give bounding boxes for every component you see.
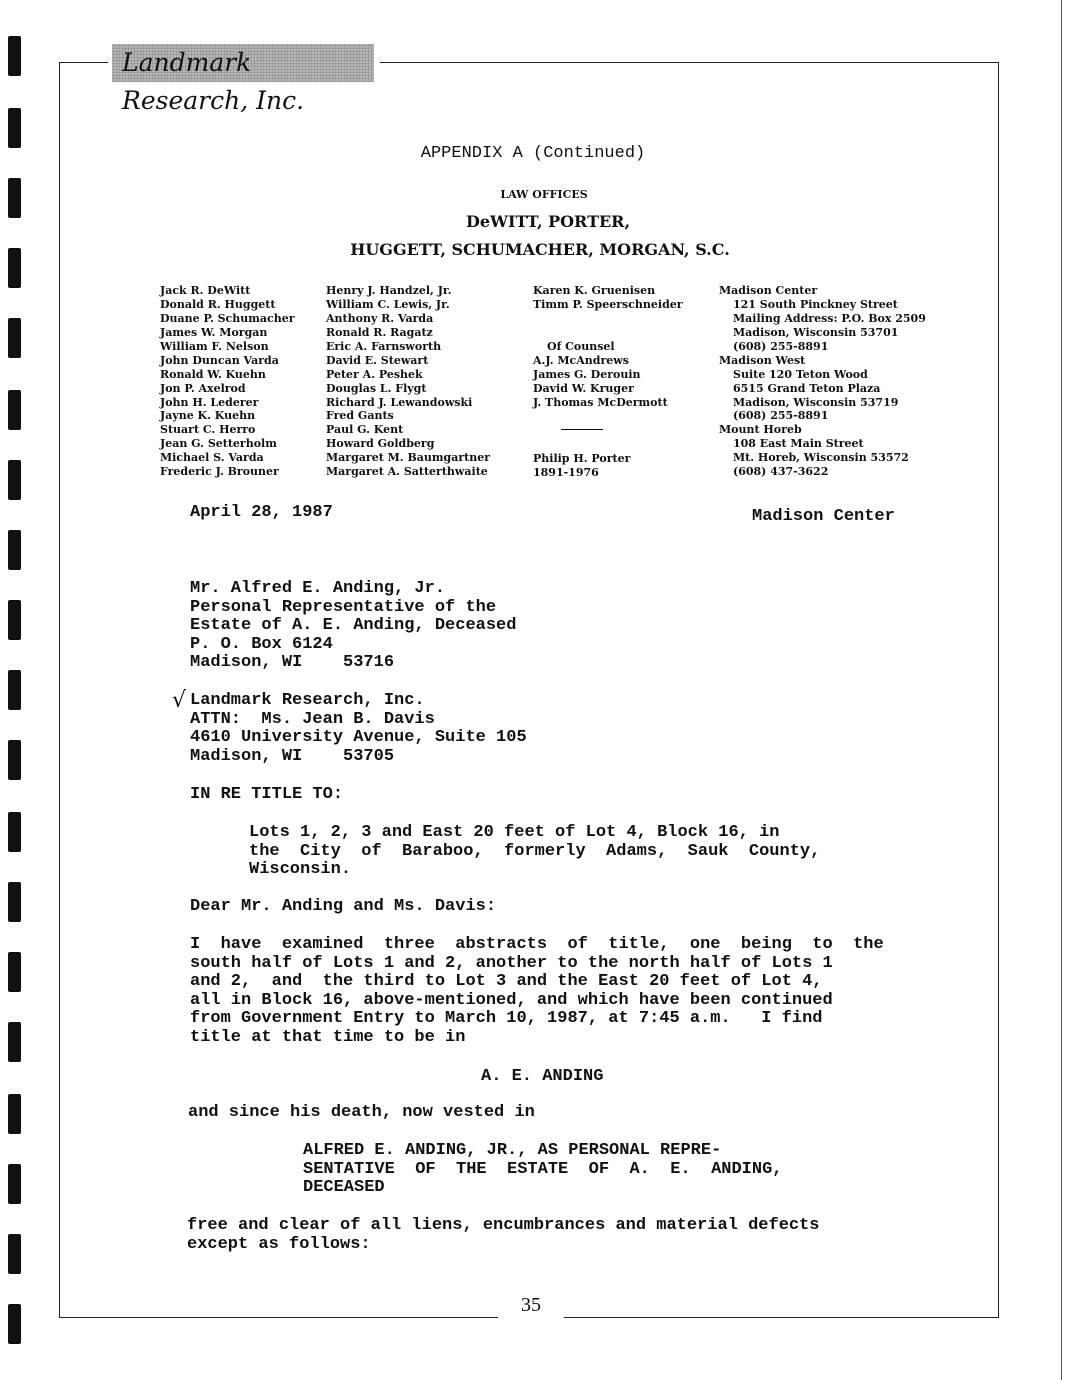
office-line: Suite 120 Teton Wood bbox=[733, 367, 868, 381]
office-line: Mailing Address: P.O. Box 2509 bbox=[733, 311, 926, 325]
law-offices-label: LAW OFFICES bbox=[500, 188, 588, 201]
office-line: Mt. Horeb, Wisconsin 53572 bbox=[733, 451, 909, 465]
owner-name: A. E. ANDING bbox=[481, 1067, 604, 1086]
letter-date: April 28, 1987 bbox=[190, 503, 333, 522]
binder-hole bbox=[8, 1304, 21, 1344]
office-line: (608) 255-8891 bbox=[733, 409, 829, 423]
attorney-name: Henry J. Handzel, Jr. bbox=[326, 284, 452, 297]
office-name: Madison West bbox=[719, 353, 806, 367]
binder-hole bbox=[8, 1234, 21, 1274]
attorney-name: Jack R. DeWitt bbox=[160, 284, 251, 297]
salutation: Dear Mr. Anding and Ms. Davis: bbox=[190, 897, 497, 916]
binder-hole bbox=[8, 1094, 21, 1134]
binder-hole bbox=[8, 740, 21, 780]
binder-hole bbox=[8, 530, 21, 570]
of-counsel-label: Of Counsel bbox=[547, 339, 615, 353]
office-name: Madison Center bbox=[719, 284, 818, 297]
company-logo: Landmark Research, Inc. bbox=[112, 44, 374, 82]
attorney-name: Jayne K. Kuehn bbox=[160, 409, 256, 423]
in-re-heading: IN RE TITLE TO: bbox=[190, 785, 344, 804]
attorney-name: Eric A. Farnsworth bbox=[326, 339, 442, 353]
office-line: 108 East Main Street bbox=[733, 437, 864, 451]
attorney-name: Timm P. Speerschneider bbox=[533, 297, 683, 311]
attorney-name: Douglas L. Flygt bbox=[326, 381, 427, 395]
office-line: (608) 255-8891 bbox=[733, 339, 829, 353]
attorney-name: Margaret A. Satterthwaite bbox=[326, 465, 488, 479]
attorney-name: Stuart C. Herro bbox=[160, 423, 256, 437]
of-counsel-name: J. Thomas McDermott bbox=[533, 395, 668, 409]
attorney-name: Howard Goldberg bbox=[326, 437, 435, 451]
vested-line: and since his death, now vested in bbox=[188, 1103, 535, 1122]
founder-name: Philip H. Porter bbox=[533, 452, 631, 466]
attorney-column-2 bbox=[326, 284, 490, 479]
divider-rule bbox=[561, 429, 603, 438]
office-name: Mount Horeb bbox=[719, 423, 802, 437]
attorney-name: Peter A. Peshek bbox=[326, 367, 423, 381]
attorney-name: David E. Stewart bbox=[326, 353, 429, 367]
attorney-name: William C. Lewis, Jr. bbox=[326, 297, 450, 311]
attorney-name: Paul G. Kent bbox=[326, 423, 404, 437]
of-counsel-name: James G. Derouin bbox=[533, 367, 641, 381]
attorney-name: Margaret M. Baumgartner bbox=[326, 451, 491, 465]
attorney-name: Jean G. Setterholm bbox=[160, 437, 277, 451]
binder-hole bbox=[8, 1022, 21, 1062]
binder-hole bbox=[8, 1164, 21, 1204]
binder-hole bbox=[8, 812, 21, 852]
attorney-name: Frederic J. Brouner bbox=[160, 465, 279, 479]
binder-hole bbox=[8, 318, 21, 358]
of-counsel-name: A.J. McAndrews bbox=[533, 353, 629, 367]
office-line: 121 South Pinckney Street bbox=[733, 297, 898, 311]
attorney-column-3 bbox=[533, 284, 683, 480]
office-line: (608) 437-3622 bbox=[733, 465, 829, 479]
attorney-name: Ronald R. Ragatz bbox=[326, 325, 433, 339]
page-edge bbox=[1061, 0, 1062, 1380]
binder-hole bbox=[8, 882, 21, 922]
binder-hole bbox=[8, 952, 21, 992]
binder-hole bbox=[8, 36, 21, 76]
appendix-heading: APPENDIX A (Continued) bbox=[420, 144, 646, 163]
attorney-name: John H. Lederer bbox=[160, 395, 259, 409]
of-counsel-name: David W. Kruger bbox=[533, 381, 634, 395]
binder-holes bbox=[8, 0, 22, 1380]
recipient-address-2: Landmark Research, Inc. ATTN: Ms. Jean B. Davis 4610 University Avenue, Suite 105 Madison, WI 53705 bbox=[190, 691, 527, 766]
binder-hole bbox=[8, 670, 21, 710]
attorney-name: Jon P. Axelrod bbox=[160, 381, 246, 395]
office-location: Madison Center bbox=[752, 507, 895, 526]
attorney-name: Richard J. Lewandowski bbox=[326, 395, 473, 409]
attorney-name: Anthony R. Varda bbox=[326, 311, 434, 325]
attorney-name: William F. Nelson bbox=[160, 339, 269, 353]
body-paragraph: I have examined three abstracts of title, one being to the south half of Lots 1 and 2, another to the north half of Lots 1 and 2, and the third to Lot 3 and the East 20 feet of Lot 4, all in Block 16, above-mentioned, and which have been continued from Government Entry to March 10, 1987, at 7:45 a.m. I find title at that time to be in bbox=[190, 935, 884, 1047]
firm-name-line2: HUGGETT, SCHUMACHER, MORGAN, S.C. bbox=[350, 240, 730, 259]
office-addresses bbox=[719, 284, 926, 479]
firm-name-line1: DeWITT, PORTER, bbox=[465, 212, 631, 231]
attorney-name: Fred Gants bbox=[326, 409, 394, 423]
founder-years: 1891-1976 bbox=[533, 466, 599, 480]
office-line: Madison, Wisconsin 53701 bbox=[733, 325, 899, 339]
closing-paragraph: free and clear of all liens, encumbrances and material defects except as follows: bbox=[187, 1216, 820, 1254]
office-line: Madison, Wisconsin 53719 bbox=[733, 395, 899, 409]
binder-hole bbox=[8, 460, 21, 500]
binder-hole bbox=[8, 390, 21, 430]
recipient-address-1: Mr. Alfred E. Anding, Jr. Personal Representative of the Estate of A. E. Anding, Deceased P. O. Box 6124 Madison, WI 53716 bbox=[190, 579, 517, 673]
binder-hole bbox=[8, 108, 21, 148]
attorney-name: Duane P. Schumacher bbox=[160, 311, 295, 325]
vested-owner: ALFRED E. ANDING, JR., AS PERSONAL REPRE- SENTATIVE OF THE ESTATE OF A. E. ANDING, DECEASED bbox=[303, 1141, 783, 1198]
attorney-name: Karen K. Gruenisen bbox=[533, 284, 656, 297]
attorney-column-1 bbox=[160, 284, 295, 479]
page-number: 35 bbox=[521, 1294, 541, 1316]
attorney-name: Michael S. Varda bbox=[160, 451, 264, 465]
attorney-name: Donald R. Huggett bbox=[160, 297, 276, 311]
binder-hole bbox=[8, 600, 21, 640]
attorney-name: James W. Morgan bbox=[160, 325, 268, 339]
attorney-name: John Duncan Varda bbox=[160, 353, 279, 367]
property-description: Lots 1, 2, 3 and East 20 feet of Lot 4, Block 16, in the City of Baraboo, formerly Adams, Sauk County, Wisconsin. bbox=[249, 823, 821, 880]
attorney-name: Ronald W. Kuehn bbox=[160, 367, 266, 381]
check-mark: √ bbox=[172, 688, 187, 713]
office-line: 6515 Grand Teton Plaza bbox=[733, 381, 881, 395]
